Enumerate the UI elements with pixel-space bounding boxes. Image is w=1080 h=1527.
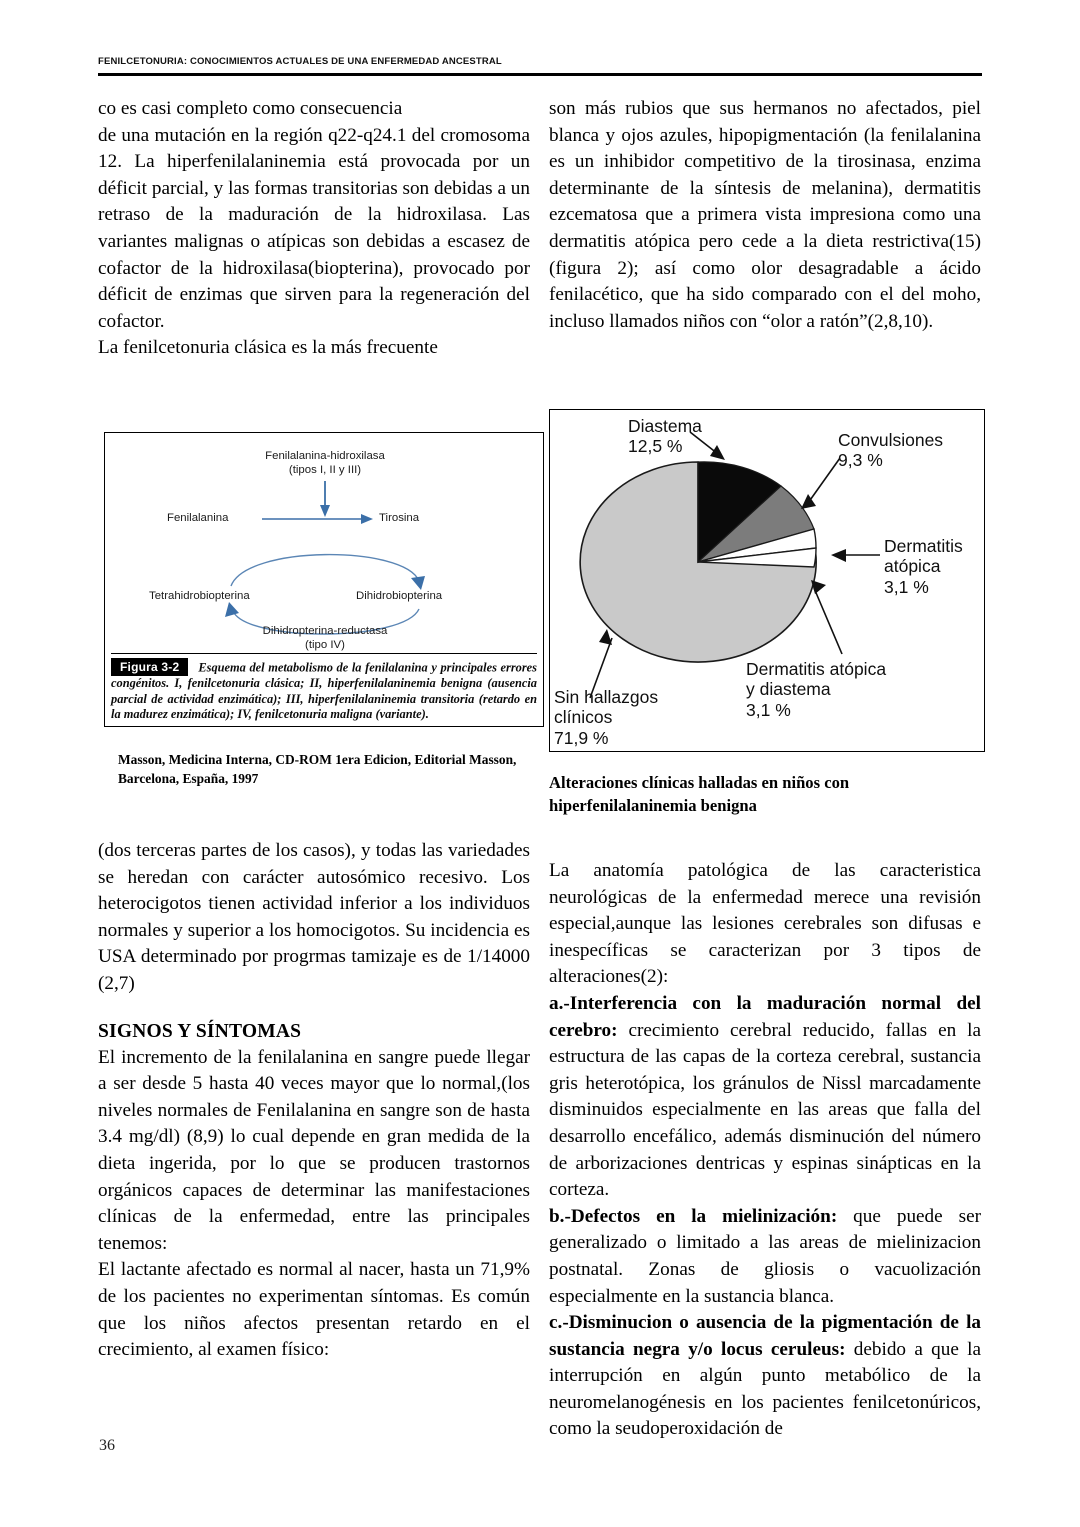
pie-label-sin-hallazgos [554,687,658,748]
left-column-bottom [98,838,530,1364]
left-column-top [98,96,530,362]
left-column-gap [98,998,530,1018]
running-head-text: FENILCETONURIA: CONOCIMIENTOS ACTUALES DE UNA ENFERMEDAD ANCESTRAL [98,56,502,67]
pie-label-dermdiast-line1: Dermatitis atópica [746,659,887,679]
pie-slices [580,462,816,662]
pie-label-sinhall-line1: Sin hallazgos [554,687,659,707]
right-item-b-label: b.-Defectos en la mielinización: [549,1205,838,1227]
pie-label-convulsiones [838,430,943,471]
heading-signos-y-sintomas: SIGNOS Y SÍNTOMAS [98,1020,302,1042]
pie-label-dermatitis-atopica [884,536,963,597]
left-para-4: El incremento de la fenilalanina en sangre puede llegar a ser desde 5 hasta 40 veces mayor que lo normal,(los niveles normales de Fenilalanina en sangre son de hasta 3.4 mg/dl) (8,9) lo cual depende en gran medida de la dieta ingerida, por lo que se producen trastornos orgánicos capaces de determinar las manifestaciones clínicas de la enfermedad, entre las principales tenemos: [98,1046,530,1254]
pie-label-convulsiones-name: Convulsiones [838,430,944,450]
diagram-label-dihidrobiopterina: Dihidrobiopterina [356,590,443,602]
pie-label-dermatitis-value: 3,1 % [884,576,929,597]
right-item-a-text: crecimiento cerebral reducido, fallas en la estructura de las capas de la corteza cerebral, sustancia gris heterotópica, los gránulos de Nissl marcadamente disminuidos especialmente en las areas que falla del desarrollo encefálico, además disminución del número de arborizaciones dentricas y espinas sinápticas en la corteza. [549,1019,981,1201]
figure-3-2-box [104,432,544,727]
right-item-c-label: c.-Disminucion o ausencia de la pigmentación de la sustancia negra y/o locus ceruleus: [549,1312,981,1360]
running-head-rule [98,73,982,76]
pie-label-dermatitis-line2: atópica [884,556,941,577]
figure-source-note: Masson, Medicina Interna, CD-ROM 1era Edicion, Editorial Masson, Barcelona, España, 1997 [118,752,517,787]
pie-label-sinhall-line2: clínicos [554,707,613,728]
right-item-a-label: a.-Interferencia con la maduración normal del cerebro: [549,992,981,1041]
running-head [98,56,982,76]
diagram-enzyme-bottom-line1: Dihidropterina-reductasa [262,625,388,637]
pie-chart-caption: Alteraciones clínicas halladas en niños con hiperfenilalaninemia benigna [549,773,850,815]
pie-label-dermdiast-value: 3,1 % [746,699,791,720]
figure-caption [111,658,537,722]
page-number: 36 [99,1437,115,1454]
diagram-label-tetrahidrobiopterina: Tetrahidrobiopterina [149,590,250,602]
diagram-enzyme-bottom-line2: (tipo IV) [305,639,345,652]
figure-caption-area [111,653,537,722]
figure-tag-badge: Figura 3-2 [111,658,188,676]
left-para-1-first-line: co es casi completo como consecuencia [98,98,403,119]
pie-label-sinhall-value: 71,9 % [554,727,609,748]
right-item-c [549,1310,981,1443]
diagram-label-tirosina: Tirosina [379,512,420,524]
right-column-top [549,96,981,335]
right-item-b [549,1204,981,1310]
pie-label-diastema-value: 12,5 % [628,436,683,457]
diagram-label-fenilalanina: Fenilalanina [167,512,229,524]
right-item-b-text: que puede ser generalizado o limitado a las areas de mielinizacion postnatal. Zonas de gliosis o vacuolización especialmente en la sustancia blanca. [549,1205,981,1307]
pie-label-dermatitis-line1: Dermatitis [884,536,963,556]
right-item-c-text: debido a que la interrupción en algún punto metabólico de la neuromelanogénesis en los pacientes fenilcetonúricos, como la seudoperoxidación de [549,1338,981,1440]
left-para-1-body: de una mutación en la región q22-q24.1 del cromosoma 12. La hiperfenilalaninemia está provocada por un déficit parcial, y las formas transitorias son debidas a un retraso de la maduración de la hidroxilasa. Las variantes malignas o atípicas son debidas a escasez de cofactor de la hidroxilasa(biopterina), provocado por déficit de enzimas que sirven para la regeneración del cofactor. [98,124,530,332]
pie-label-dermdiast-line2: y diastema [746,679,831,700]
left-para-3: (dos terceras partes de los casos), y todas las variedades se heredan con carácter autosómico recesivo. Los heterocigotos tienen actividad inferior a los individuos normales y superior a los homocigotos. Su incidencia es USA determinado por progrmas tamizaje es de 1/14000 (2,7) [98,840,530,994]
metabolism-diagram [111,439,537,651]
left-para-2: La fenilcetonuria clásica es la más frecuente [98,337,438,359]
diagram-enzyme-top-line1: Fenilalanina-hidroxilasa [265,450,385,462]
figure-caption-text: Esquema del metabolismo de la fenilalanina y principales errores congénitos. I, fenilcetonuria clásica; II, hiperfenilalaninemia benigna (ausencia parcial de actividad enzimática); III, hiperfenilalaninemia transitoria (retardo en la madurez enzimática); IV, fenilcetonuria maligna (variante). [111,660,537,721]
pie-chart-figure [549,409,985,752]
pie-label-dermatitis-y-diastema [746,659,886,720]
right-column-bottom [549,858,981,1443]
pie-label-diastema [628,416,702,457]
diagram-label-enzyme-bottom [241,624,409,653]
pie-label-convulsiones-value: 9,3 % [838,450,883,471]
left-para-5: El lactante afectado es normal al nacer, hasta un 71,9% de los pacientes no experimentan síntomas. Es común que los niños afectos presentan retardo en el crecimiento, al examen físico: [98,1259,530,1361]
right-para-2: La anatomía patológica de las caracteristica neurológicas de la enfermedad merece una revisión especial,aunque las lesiones cerebrales son difusas e inespecíficas se caracterizan por 3 tipos de alteraciones(2): [549,860,981,988]
right-item-a [549,991,981,1204]
diagram-label-enzyme-top [244,449,406,478]
diagram-enzyme-top-line2: (tipos I, II y III) [288,464,362,477]
pie-label-diastema-name: Diastema [628,416,702,436]
right-para-1: son más rubios que sus hermanos no afectados, piel blanca y ojos azules, hipopigmentación (la fenilalanina es un inhibidor competitivo de la tirosinasa, enzima determinante de la síntesis de melanina), dermatitis ezcematosa que a primera vista impresiona como una dermatitis atópica pero cede a la dieta restrictiva(15) (figura 2); así como olor desagradable a ácido fenilacético, que ha sido comparado con el del moho, incluso llamados niños con “olor a ratón”(2,8,10). [549,98,981,332]
